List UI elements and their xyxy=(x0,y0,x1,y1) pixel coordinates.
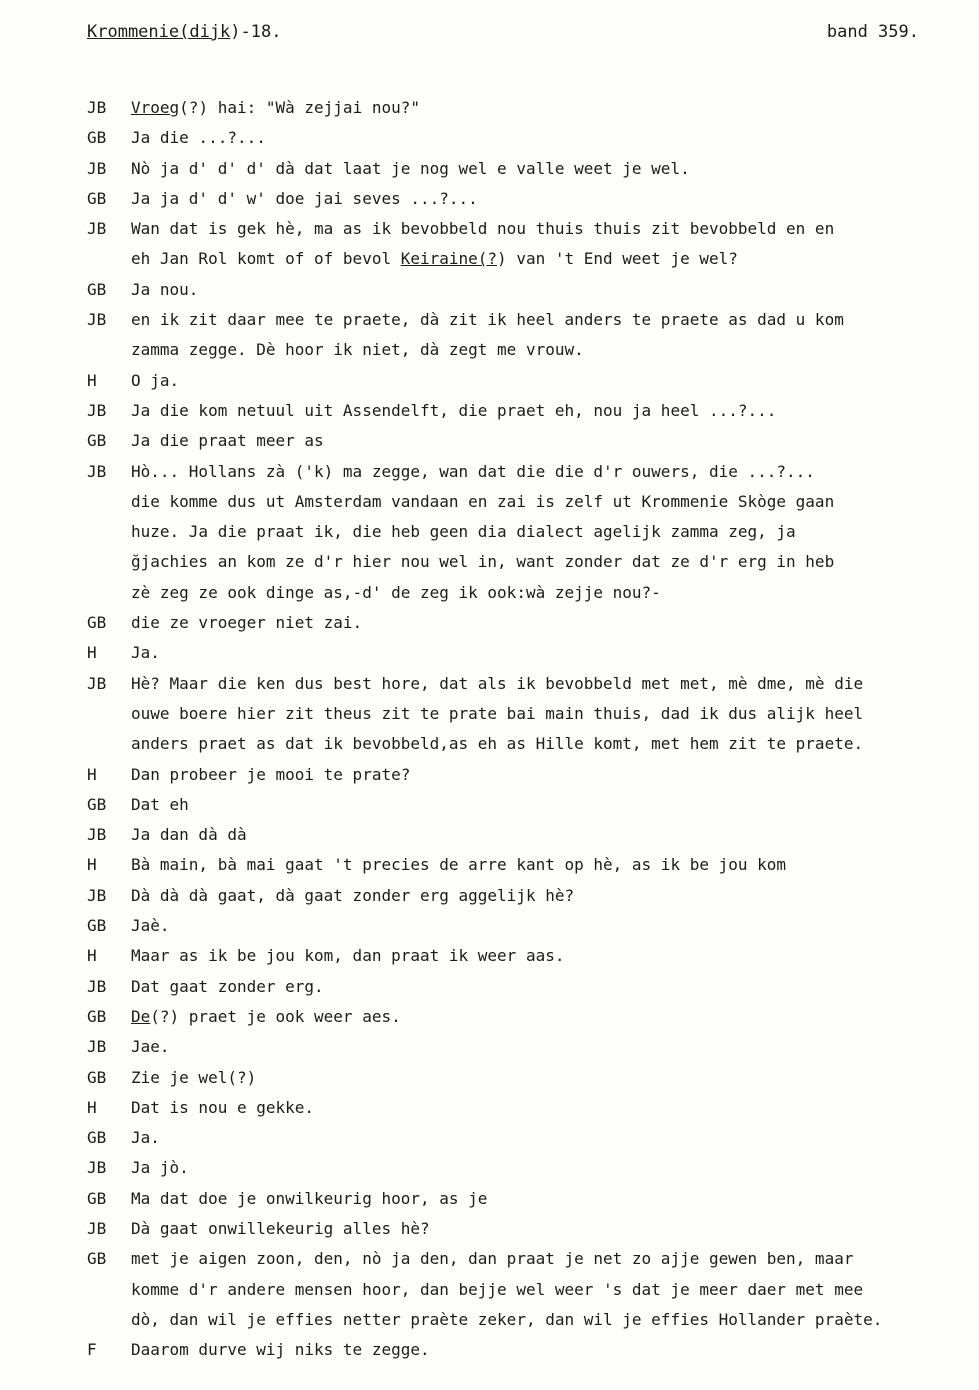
transcript-line xyxy=(87,154,967,184)
utterance-text-pre: eh Jan Rol komt of of bevol xyxy=(131,249,401,269)
utterance-text-main: komme d'r andere mensen hoor, dan bejje wel weer 's dat je meer daer met mee xyxy=(131,1279,864,1299)
utterance-text xyxy=(131,123,266,153)
utterance-text-main: Dat gaat zonder erg. xyxy=(131,976,324,996)
underlined-word: De xyxy=(131,1006,151,1026)
transcript-line xyxy=(87,578,967,608)
utterance-text-main: Nò ja d' d' d' dà dat laat je nog wel e valle weet je wel. xyxy=(131,158,690,178)
transcript-line xyxy=(87,1153,967,1183)
page-header-title xyxy=(87,22,281,42)
utterance-text xyxy=(131,487,834,517)
speaker-code: JB xyxy=(87,1158,107,1178)
speaker-code: JB xyxy=(87,98,107,117)
utterance-text-main: Dat is nou e gekke. xyxy=(131,1097,315,1117)
transcript-line xyxy=(87,1032,967,1062)
transcript-line xyxy=(87,275,967,305)
transcript-line xyxy=(87,1184,967,1214)
speaker-code: JB xyxy=(87,976,107,996)
transcript-line xyxy=(87,1214,967,1244)
utterance-text-main: Ja dan dà dà xyxy=(131,825,247,845)
speaker-code: H xyxy=(87,764,97,784)
utterance-text xyxy=(131,214,834,244)
speaker-code: GB xyxy=(87,1128,107,1148)
utterance-text-main: O ja. xyxy=(131,370,180,390)
speaker-code: GB xyxy=(87,431,107,451)
speaker-code: JB xyxy=(87,825,107,845)
utterance-text-main: Dan probeer je mooi te prate? xyxy=(131,764,411,784)
speaker-code: GB xyxy=(87,1249,107,1269)
utterance-text xyxy=(131,366,179,396)
speaker-code: GB xyxy=(87,188,107,208)
utterance-text xyxy=(131,275,198,305)
utterance-text xyxy=(131,850,786,880)
utterance-text-main: zamma zegge. Dè hoor ik niet, dà zegt me vrouw. xyxy=(131,340,584,360)
utterance-text-main: (?) praet je ook weer aes. xyxy=(150,1006,401,1026)
utterance-text xyxy=(131,1335,430,1365)
speaker-code: GB xyxy=(87,613,107,633)
utterance-text xyxy=(131,699,863,729)
utterance-text-main: die ze vroeger niet zai. xyxy=(131,613,363,633)
utterance-text-main: ) van 't End weet je wel? xyxy=(497,249,738,269)
underlined-word: Keiraine(? xyxy=(400,249,498,269)
utterance-text-main: Bà main, bà mai gaat 't precies de arre kant op hè, as ik be jou kom xyxy=(131,855,787,875)
transcript-line xyxy=(87,972,967,1002)
speaker-code: H xyxy=(87,643,97,663)
header-suffix: )-18. xyxy=(230,22,282,42)
transcript-line xyxy=(87,911,967,941)
transcript-line xyxy=(87,729,967,759)
speaker-code: JB xyxy=(87,885,107,905)
utterance-text xyxy=(131,911,170,941)
transcript-line xyxy=(87,1063,967,1093)
speaker-code: JB xyxy=(87,1218,107,1238)
transcript-line xyxy=(87,1275,967,1305)
utterance-text xyxy=(131,426,324,456)
transcript-line xyxy=(87,184,967,214)
transcript-line xyxy=(87,517,967,547)
speaker-code: F xyxy=(87,1340,97,1360)
utterance-text-main: anders praet as dat ik bevobbeld,as eh as Hille komt, met hem zit te praete. xyxy=(131,734,864,754)
transcript-line xyxy=(87,214,967,244)
transcript-line xyxy=(87,760,967,790)
speaker-code: H xyxy=(87,855,97,875)
speaker-code: H xyxy=(87,946,97,966)
transcript-line xyxy=(87,335,967,365)
transcript-line xyxy=(87,244,967,274)
transcript-line xyxy=(87,881,967,911)
utterance-text xyxy=(131,1123,160,1153)
transcript-line xyxy=(87,123,967,153)
utterance-text-main: Hè? Maar die ken dus best hore, dat als ik bevobbeld met met, mè dme, mè die xyxy=(131,673,864,693)
utterance-text-main: Ja die ...?... xyxy=(131,128,266,148)
utterance-text-main: Hò... Hollans zà ('k) ma zegge, wan dat die die d'r ouwers, die ...?... xyxy=(131,461,815,481)
utterance-text-main: Dà dà dà gaat, dà gaat zonder erg aggelijk hè? xyxy=(131,885,575,905)
transcript-line xyxy=(87,669,967,699)
transcript-line xyxy=(87,366,967,396)
utterance-text xyxy=(131,608,362,638)
transcript-line xyxy=(87,426,967,456)
utterance-text xyxy=(131,881,574,911)
transcript-line xyxy=(87,608,967,638)
transcript-line xyxy=(87,487,967,517)
transcript-line xyxy=(87,699,967,729)
utterance-text xyxy=(131,1275,863,1305)
utterance-text-main: Ja. xyxy=(131,643,160,663)
utterance-text-main: Dat eh xyxy=(131,794,189,814)
transcript-line xyxy=(87,638,967,668)
utterance-text xyxy=(131,669,863,699)
transcript-line xyxy=(87,941,967,971)
transcript-line xyxy=(87,790,967,820)
utterance-text xyxy=(131,638,160,668)
speaker-code: JB xyxy=(87,310,107,330)
underlined-word: Vroeg xyxy=(131,98,180,117)
utterance-text-main: ğjachies an kom ze d'r hier nou wel in, want zonder dat ze d'r erg in heb xyxy=(131,552,835,572)
utterance-text-main: dò, dan wil je effies netter praète zeker, dan wil je effies Hollander praète. xyxy=(131,1309,883,1329)
transcript-line xyxy=(87,1093,967,1123)
utterance-text xyxy=(131,1032,170,1062)
speaker-code: JB xyxy=(87,219,107,239)
utterance-text xyxy=(131,457,815,487)
transcript-line xyxy=(87,1002,967,1032)
utterance-text xyxy=(131,1153,189,1183)
utterance-text xyxy=(131,1244,853,1274)
utterance-text xyxy=(131,790,189,820)
utterance-text-main: Ja ja d' d' w' doe jai seves ...?... xyxy=(131,188,478,208)
utterance-text-main: Dà gaat onwillekeurig alles hè? xyxy=(131,1218,430,1238)
speaker-code: GB xyxy=(87,128,107,148)
speaker-code: GB xyxy=(87,1188,107,1208)
utterance-text xyxy=(131,729,863,759)
speaker-code: GB xyxy=(87,794,107,814)
utterance-text-main: ouwe boere hier zit theus zit te prate bai main thuis, dad ik dus alijk heel xyxy=(131,703,864,723)
speaker-code: JB xyxy=(87,1037,107,1057)
transcript-line xyxy=(87,1123,967,1153)
utterance-text xyxy=(131,154,690,184)
transcript-line xyxy=(87,396,967,426)
speaker-code: JB xyxy=(87,673,107,693)
speaker-code: GB xyxy=(87,916,107,936)
utterance-text-main: Zie je wel(?) xyxy=(131,1067,257,1087)
utterance-text-main: Ja nou. xyxy=(131,279,199,299)
utterance-text xyxy=(131,1063,256,1093)
header-place-name: Krommenie(dijk xyxy=(87,22,231,42)
utterance-text-main: die komme dus ut Amsterdam vandaan en zai is zelf ut Krommenie Skòge gaan xyxy=(131,491,835,511)
transcript-line xyxy=(87,93,967,123)
utterance-text xyxy=(131,517,796,547)
utterance-text xyxy=(131,972,324,1002)
transcript-line xyxy=(87,850,967,880)
speaker-code: H xyxy=(87,1097,97,1117)
utterance-text xyxy=(131,760,410,790)
utterance-text xyxy=(131,244,738,274)
utterance-text xyxy=(131,1002,401,1032)
transcript-line xyxy=(87,820,967,850)
transcript-line xyxy=(87,547,967,577)
utterance-text-main: Wan dat is gek hè, ma as ik bevobbeld nou thuis thuis zit bevobbeld en en xyxy=(131,219,835,239)
utterance-text-main: en ik zit daar mee te praete, dà zit ik heel anders te praete as dad u kom xyxy=(131,310,844,330)
utterance-text xyxy=(131,184,478,214)
utterance-text-main: Jae. xyxy=(131,1037,170,1057)
utterance-text xyxy=(131,1214,430,1244)
page-header-band: band 359. xyxy=(826,22,919,42)
utterance-text xyxy=(131,820,247,850)
speaker-code: GB xyxy=(87,279,107,299)
utterance-text xyxy=(131,941,564,971)
utterance-text-main: Ja die kom netuul uit Assendelft, die praet eh, nou ja heel ...?... xyxy=(131,400,777,420)
utterance-text-main: (?) hai: "Wà zejjai nou?" xyxy=(179,98,420,117)
utterance-text xyxy=(131,93,420,123)
utterance-text-main: met je aigen zoon, den, nò ja den, dan praat je net zo ajje gewen ben, maar xyxy=(131,1249,854,1269)
speaker-code: GB xyxy=(87,1067,107,1087)
transcript-line xyxy=(87,305,967,335)
utterance-text xyxy=(131,1093,314,1123)
utterance-text-main: Ja. xyxy=(131,1128,160,1148)
utterance-text xyxy=(131,396,776,426)
utterance-text xyxy=(131,305,844,335)
utterance-text xyxy=(131,547,834,577)
speaker-code: H xyxy=(87,370,97,390)
transcript-line xyxy=(87,457,967,487)
utterance-text-main: Ma dat doe je onwilkeurig hoor, as je xyxy=(131,1188,488,1208)
utterance-text xyxy=(131,1184,487,1214)
utterance-text-main: huze. Ja die praat ik, die heb geen dia dialect agelijk zamma zeg, ja xyxy=(131,522,796,542)
transcript-line xyxy=(87,1305,967,1335)
speaker-code: JB xyxy=(87,400,107,420)
utterance-text-main: Daarom durve wij niks te zegge. xyxy=(131,1340,430,1360)
utterance-text xyxy=(131,335,584,365)
speaker-code: JB xyxy=(87,461,107,481)
transcript-line xyxy=(87,1244,967,1274)
utterance-text-main: Ja jò. xyxy=(131,1158,189,1178)
speaker-code: GB xyxy=(87,1006,107,1026)
transcript-line xyxy=(87,1335,967,1365)
utterance-text xyxy=(131,578,661,608)
utterance-text-main: Maar as ik be jou kom, dan praat ik weer aas. xyxy=(131,946,565,966)
utterance-text-main: zè zeg ze ook dinge as,-d' de zeg ik ook:wà zejje nou?- xyxy=(131,582,661,602)
utterance-text-main: Jaè. xyxy=(131,916,170,936)
transcript-body xyxy=(87,93,967,1365)
speaker-code: JB xyxy=(87,158,107,178)
utterance-text xyxy=(131,1305,882,1335)
utterance-text-main: Ja die praat meer as xyxy=(131,431,324,451)
